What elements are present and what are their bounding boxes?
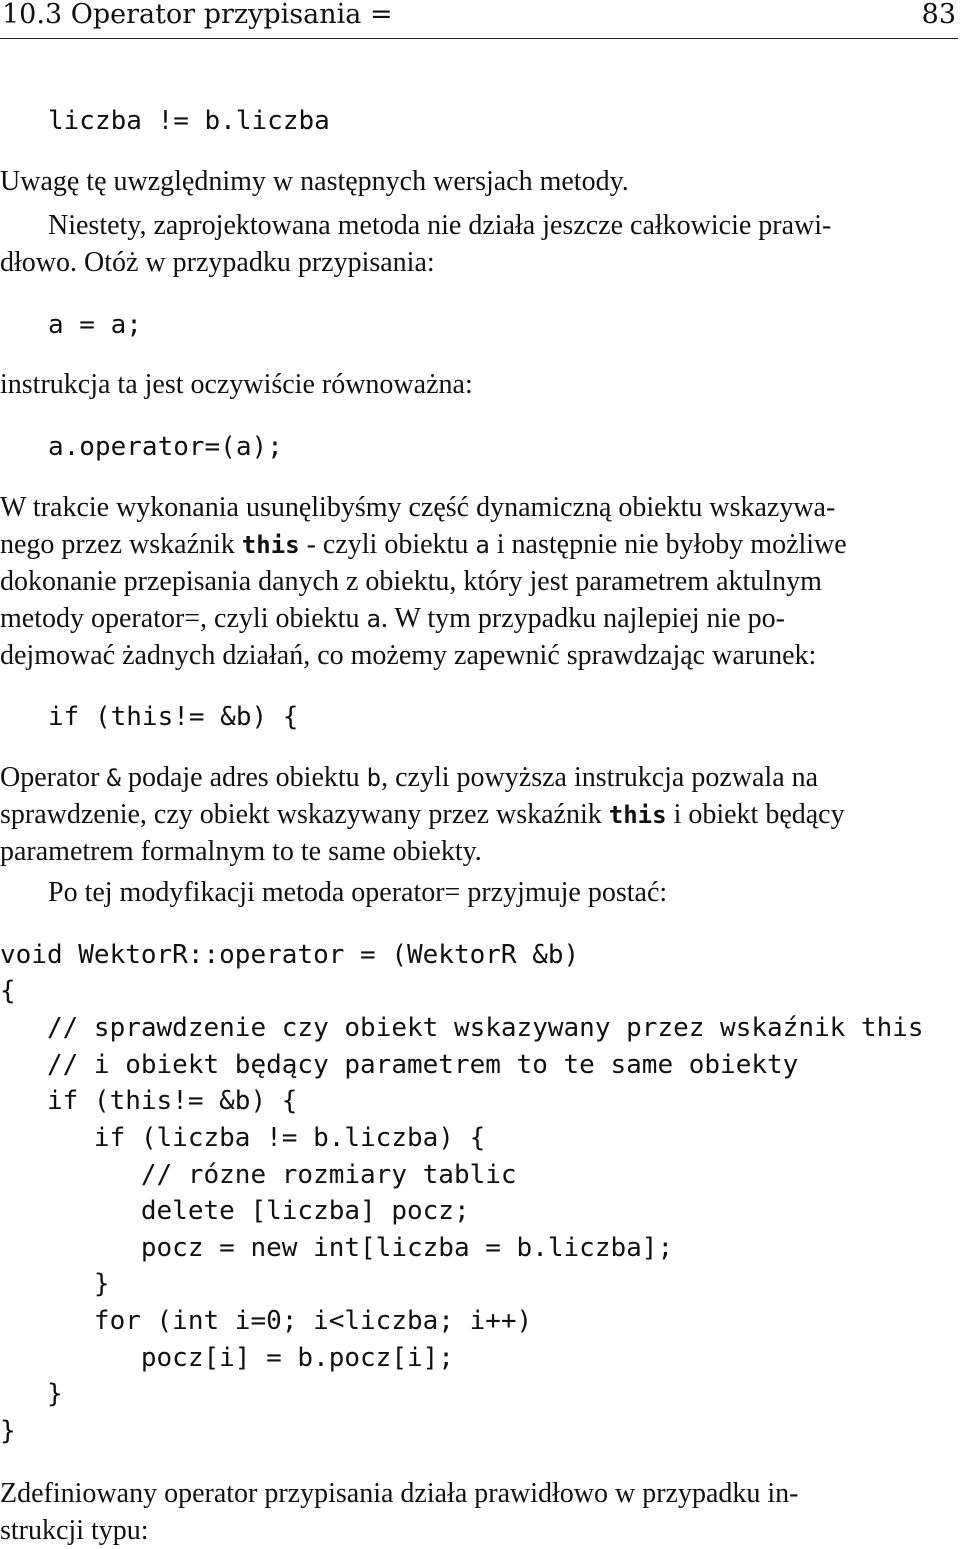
inline-code: & bbox=[106, 764, 121, 792]
text-run: , czyli powyższa instrukcja pozwala na bbox=[381, 762, 819, 793]
text-run: . W tym przypadku najlepiej nie po- bbox=[380, 603, 786, 634]
section-title: 10.3 Operator przypisania = bbox=[2, 0, 393, 30]
text-run: - czyli obiektu bbox=[299, 529, 476, 560]
keyword-this: this bbox=[241, 531, 300, 559]
code-line: } bbox=[0, 1416, 16, 1446]
paragraph-line: Niestety, zaprojektowana metoda nie działa jeszcze całkowicie prawi- bbox=[48, 210, 832, 241]
page-header bbox=[0, 0, 958, 39]
paragraph-line: dejmować żadnych działań, co możemy zapewnić sprawdzając warunek: bbox=[0, 640, 817, 671]
paragraph-line: Po tej modyfikacji metoda operator= przyjmuje postać: bbox=[48, 877, 668, 908]
inline-code: a bbox=[366, 605, 381, 633]
page-number: 83 bbox=[921, 0, 956, 30]
code-line: { bbox=[0, 976, 16, 1006]
paragraph-line: dłowo. Otóż w przypadku przypisania: bbox=[0, 247, 435, 278]
code-line: // i obiekt będący parametrem to te same obiekty bbox=[0, 1050, 799, 1080]
text-run: Operator bbox=[0, 762, 107, 793]
paragraph-line bbox=[0, 796, 845, 834]
code-line-operator-call: a.operator=(a); bbox=[48, 432, 283, 462]
code-line-condition: liczba != b.liczba bbox=[48, 106, 330, 136]
text-run: nego przez wskaźnik bbox=[0, 529, 242, 560]
code-line: } bbox=[0, 1269, 110, 1299]
paragraph-note: Uwagę tę uwzględnimy w następnych wersjach metody. bbox=[0, 166, 629, 197]
text-run: metody operator=, czyli obiektu bbox=[0, 603, 367, 634]
paragraph-line: W trakcie wykonania usunęlibyśmy część dynamiczną obiektu wskazywa- bbox=[0, 492, 836, 523]
inline-code: b bbox=[366, 764, 382, 792]
keyword-this: this bbox=[608, 801, 667, 829]
code-line: delete [liczba] pocz; bbox=[0, 1196, 470, 1226]
paragraph-line bbox=[0, 526, 847, 564]
paragraph-line: parametrem formalnym to te same obiekty. bbox=[0, 836, 482, 867]
code-line: // rózne rozmiary tablic bbox=[0, 1160, 517, 1190]
paragraph-line: dokonanie przepisania danych z obiektu, który jest parametrem aktulnym bbox=[0, 566, 822, 597]
code-line: // sprawdzenie czy obiekt wskazywany przez wskaźnik this bbox=[0, 1013, 924, 1043]
paragraph-line bbox=[0, 600, 785, 638]
code-line: pocz = new int[liczba = b.liczba]; bbox=[0, 1233, 674, 1263]
paragraph-line bbox=[0, 759, 818, 797]
text-run: i następnie nie byłoby możliwe bbox=[489, 529, 847, 560]
paragraph-line: instrukcja ta jest oczywiście równoważna: bbox=[0, 369, 473, 400]
code-line-if: if (this!= &b) { bbox=[48, 702, 299, 732]
text-run: podaje adres obiektu bbox=[120, 762, 367, 793]
text-run: i obiekt będący bbox=[666, 799, 845, 830]
inline-code: a bbox=[475, 531, 490, 559]
code-line: } bbox=[0, 1379, 63, 1409]
paragraph-line: strukcji typu: bbox=[0, 1515, 149, 1546]
code-line: for (int i=0; i<liczba; i++) bbox=[0, 1306, 533, 1336]
paragraph-line: Zdefiniowany operator przypisania działa prawidłowo w przypadku in- bbox=[0, 1478, 799, 1509]
code-line: void WektorR::operator = (WektorR &b) bbox=[0, 940, 580, 970]
code-line: if (this!= &b) { bbox=[0, 1086, 298, 1116]
code-line-assign: a = a; bbox=[48, 310, 142, 340]
text-run: sprawdzenie, czy obiekt wskazywany przez wskaźnik bbox=[0, 799, 609, 830]
code-line: if (liczba != b.liczba) { bbox=[0, 1123, 486, 1153]
code-line: pocz[i] = b.pocz[i]; bbox=[0, 1343, 454, 1373]
